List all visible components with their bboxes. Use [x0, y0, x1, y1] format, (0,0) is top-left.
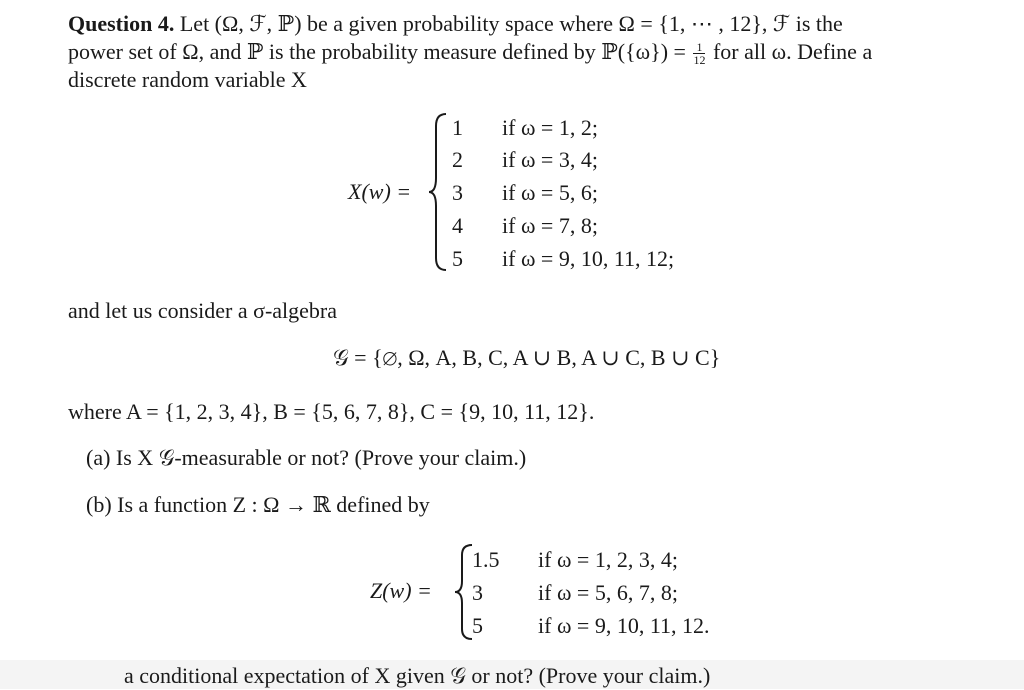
x-value-3: 3 — [452, 180, 463, 205]
z-def-lhs: Z(w) = — [370, 578, 432, 603]
z-value-3: 5 — [472, 613, 483, 638]
fraction-numerator: 1 — [693, 41, 705, 54]
question-line-1 — [68, 10, 843, 38]
question-text-1: Let (Ω, ℱ, ℙ) be a given probability space where Ω = {1, ⋯ , 12}, ℱ is the — [174, 11, 843, 36]
question-line-3: discrete random variable X — [68, 67, 307, 92]
x-condition-1: if ω = 1, 2; — [502, 115, 598, 140]
question-label: Question 4. — [68, 11, 175, 36]
sigma-intro: and let us consider a σ-algebra — [68, 298, 338, 323]
z-value-2: 3 — [472, 580, 483, 605]
x-condition-4: if ω = 7, 8; — [502, 213, 598, 238]
x-value-4: 4 — [452, 213, 463, 238]
part-b: (b) Is a function Z : Ω → ℝ defined by — [86, 492, 430, 517]
z-condition-1: if ω = 1, 2, 3, 4; — [538, 547, 678, 572]
z-condition-3: if ω = 9, 10, 11, 12. — [538, 613, 710, 638]
z-cases-brace — [454, 543, 474, 641]
question-text-2b: for all ω. Define a — [707, 39, 873, 64]
x-value-1: 1 — [452, 115, 463, 140]
x-condition-5: if ω = 9, 10, 11, 12; — [502, 246, 675, 271]
question-text-2a: power set of Ω, and ℙ is the probability measure defined by ℙ({ω}) = — [68, 39, 686, 64]
x-condition-3: if ω = 5, 6; — [502, 180, 598, 205]
part-a: (a) Is X 𝒢-measurable or not? (Prove your claim.) — [86, 445, 527, 470]
sigma-algebra-def: 𝒢 = {∅, Ω, A, B, C, A ∪ B, A ∪ C, B ∪ C} — [333, 345, 721, 370]
z-value-1: 1.5 — [472, 547, 500, 572]
x-value-2: 2 — [452, 147, 463, 172]
x-value-5: 5 — [452, 246, 463, 271]
x-cases-brace — [428, 112, 448, 272]
z-condition-2: if ω = 5, 6, 7, 8; — [538, 580, 678, 605]
closing-line: a conditional expectation of X given 𝒢 or not? (Prove your claim.) — [124, 663, 711, 688]
x-def-lhs: X(w) = — [348, 179, 412, 204]
question-line-2 — [68, 38, 872, 66]
x-condition-2: if ω = 3, 4; — [502, 147, 598, 172]
fraction-denominator: 12 — [693, 53, 706, 68]
sets-def: where A = {1, 2, 3, 4}, B = {5, 6, 7, 8}, C = {9, 10, 11, 12}. — [68, 399, 595, 424]
fraction — [693, 41, 705, 66]
